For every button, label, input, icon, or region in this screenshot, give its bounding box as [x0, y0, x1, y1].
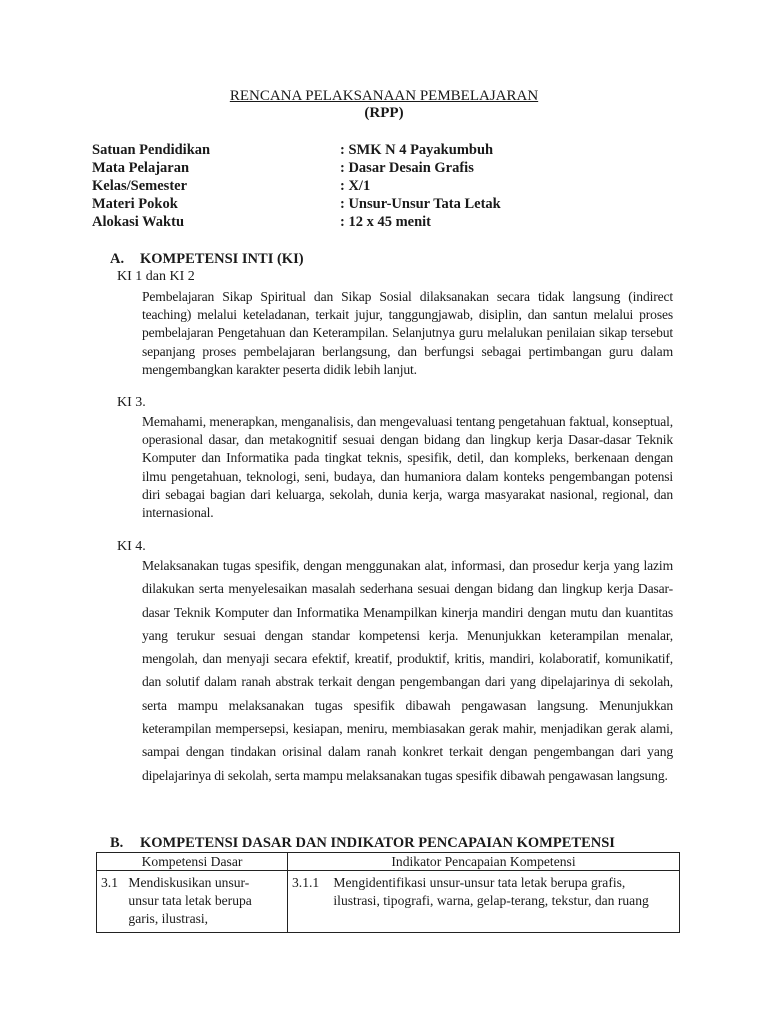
ki3-label: KI 3. [117, 395, 146, 410]
ki4-label: KI 4. [117, 539, 146, 554]
identity-table [92, 141, 692, 231]
document-title: RENCANA PELAKSANAAN PEMBELAJARAN [229, 88, 539, 104]
competency-table [96, 852, 680, 933]
column-header: Indikator Pencapaian Kompetensi [288, 853, 680, 871]
section-title: KOMPETENSI INTI (KI) [140, 251, 304, 267]
identity-value: : X/1 [340, 178, 371, 194]
ki3-paragraph: Memahami, menerapkan, menganalisis, dan mengevaluasi tentang pengetahuan faktual, konseptual, operasional dasar, dan metakognitif sesuai dengan bidang dan lingkup kerja Dasar-dasar Teknik Komputer dan Informatika pada tingkat teknis, spesifik, detil, dan kompleks, berkenaan dengan ilmu pengetahuan, teknologi, seni, budaya, dan humaniora dalam konteks pengembangan potensi diri sebagai bagian dari keluarga, sekolah, dunia kerja, warga masyarakat nasional, regional, dan internasional. [142, 414, 673, 521]
table-row [97, 871, 680, 933]
identity-label: Kelas/Semester [92, 178, 188, 194]
kd-text: Mendiskusikan unsur-unsur tata letak berupa garis, ilustrasi, [128, 875, 252, 926]
ki12-paragraph: Pembelajaran Sikap Spiritual dan Sikap Sosial dilaksanakan secara tidak langsung (indirect teaching) melalui keteladanan, terkait jujur, tanggungjawab, disiplin, dan santun melalui proses pembelajaran Pengetahuan dan Keterampilan. Selanjutnya guru melalukan penilaian sikap tersebut sepanjang proses pembelajaran berlangsung, dan berfungsi sebagai pertimbangan guru dalam mengembangkan karakter peserta didik lebih lanjut. [142, 289, 673, 377]
identity-value: : SMK N 4 Payakumbuh [340, 142, 494, 158]
identity-label: Materi Pokok [92, 196, 178, 212]
document-subtitle: (RPP) [364, 105, 404, 121]
ki4-paragraph: Melaksanakan tugas spesifik, dengan menggunakan alat, informasi, dan prosedur kerja yang lazim dilakukan serta menyelesaikan masalah sederhana sesuai dengan bidang dan lingkup kerja Dasar-dasar Teknik Komputer dan Informatika Menampilkan kinerja mandiri dengan mutu dan kuantitas yang terukur sesuai dengan standar kompetensi kerja. Menunjukkan keterampilan menalar, mengolah, dan menyaji secara efektif, kreatif, produktif, kritis, mandiri, kolaboratif, komunikatif, dan solutif dalam ranah abstrak terkait dengan pengembangan dari yang dipelajarinya di sekolah, serta mampu melaksanakan tugas spesifik dibawah pengawasan langsung. Menunjukkan keterampilan mempersepsi, kesiapan, meniru, membiasakan gerak mahir, menjadikan gerak alami, sampai dengan tindakan orisinal dalam ranah konkret terkait dengan pengembangan dari yang dipelajarinya di sekolah, serta mampu melaksanakan tugas spesifik dibawah pengawasan langsung. [142, 558, 673, 783]
identity-value: : Unsur-Unsur Tata Letak [340, 196, 501, 212]
identity-row [92, 195, 692, 213]
identity-row [92, 159, 692, 177]
identity-value: : Dasar Desain Grafis [340, 160, 474, 176]
identity-row [92, 213, 692, 231]
identity-row [92, 177, 692, 195]
ki12-label: KI 1 dan KI 2 [117, 269, 195, 284]
column-header: Kompetensi Dasar [97, 853, 288, 871]
section-letter: A. [110, 251, 125, 267]
indicator-cell [288, 871, 680, 933]
identity-value: : 12 x 45 menit [340, 214, 432, 230]
section-title: KOMPETENSI DASAR DAN INDIKATOR PENCAPAIAN KOMPETENSI [140, 835, 615, 851]
table-header-row [97, 853, 680, 871]
identity-label: Satuan Pendidikan [92, 142, 211, 158]
indicator-number: 3.1.1 [292, 875, 320, 890]
identity-label: Alokasi Waktu [92, 214, 185, 230]
identity-label: Mata Pelajaran [92, 160, 190, 176]
section-letter: B. [110, 835, 124, 851]
kd-number: 3.1 [101, 875, 118, 890]
indicator-text: Mengidentifikasi unsur-unsur tata letak berupa grafis, ilustrasi, tipografi, warna, gelap-terang, tekstur, dan ruang [333, 875, 649, 908]
identity-row [92, 141, 692, 159]
kd-cell [97, 871, 288, 933]
